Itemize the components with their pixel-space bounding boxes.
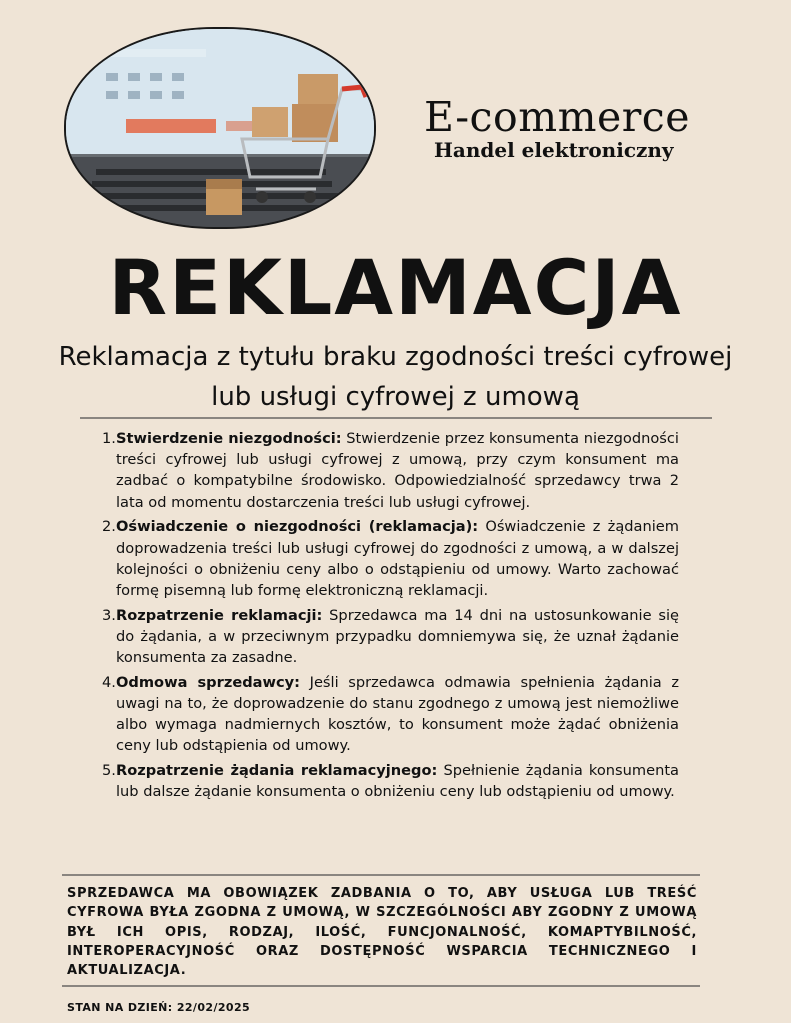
procedure-steps-list <box>102 428 680 806</box>
seller-obligation-notice: SPRZEDAWCA MA OBOWIĄZEK ZADBANIA O TO, ABY USŁUGA LUB TREŚĆ CYFROWA BYŁA ZGODNA Z UMOWĄ, W SZCZEGÓLNOŚCI ABY ZGODNY Z UMOWĄ BYŁ ICH OPIS, RODZAJ, ILOŚĆ, FUNCJONALNOŚĆ, KOMAPTYBILNOŚĆ, INTEROPERACYJNOŚĆ ORAZ DOSTĘPNOŚĆ WSPARCIA TECHNICZNEGO I AKTUALIZACJA. <box>67 886 697 979</box>
divider-middle <box>62 874 700 876</box>
step-lead: Rozpatrzenie reklamacji: <box>116 606 323 624</box>
step-lead: Rozpatrzenie żądania reklamacyjnego: <box>116 762 438 780</box>
step-text: Oświadczenie z żądaniem doprowadzenia treści lub usługi cyfrowej do zgodności z umową, a w dalszej kolejności o obniżeniu ceny albo o odstąpieniu od umowy. Warto zachować formę pisemną lub formę elektroniczną reklamacji. <box>116 518 679 599</box>
step-lead: Stwierdzenie niezgodności: <box>116 430 342 447</box>
step-number: 3. <box>102 606 116 624</box>
divider-top <box>80 417 712 419</box>
step-number: 1. <box>102 430 116 447</box>
step-number: 2. <box>102 518 116 536</box>
step-item <box>102 428 679 513</box>
step-number: 4. <box>102 673 116 691</box>
step-text: Jeśli sprzedawca odmawia spełnienia żądania z uwagi na to, że doprowadzenie do stanu zgodnego z umową jest niemożliwe albo wymaga nadmiernych kosztów, to konsument może żądać obniżenia ceny lub odstąpienia od umowy. <box>116 673 679 755</box>
step-item <box>102 516 679 601</box>
status-date: STAN NA DZIEŃ: 22/02/2025 <box>67 1001 251 1014</box>
step-lead: Oświadczenie o niezgodności (reklamacja): <box>116 518 479 536</box>
step-item <box>102 672 679 757</box>
page-title: REKLAMACJA <box>108 243 683 332</box>
brand-subtitle: Handel elektroniczny <box>434 138 674 162</box>
subtitle-line-2: lub usługi cyfrowej z umową <box>211 382 580 412</box>
step-text: Spełnienie żądania konsumenta lub dalsze żądanie konsumenta o obniżeniu ceny lub odstąpieniu od umowy. <box>116 762 679 801</box>
subtitle-line-1: Reklamacja z tytułu braku zgodności treści cyfrowej <box>58 342 733 372</box>
step-item <box>102 760 679 802</box>
step-text: Sprzedawca ma 14 dni na ustosunkowanie się do żądania, a w przeciwnym przypadku domniemywa się, że uznał żądanie konsumenta za zasadne. <box>116 606 680 667</box>
brand-title: E-commerce <box>424 93 691 141</box>
shopping-cart-with-boxes-on-laptop-icon <box>66 29 374 227</box>
step-number: 5. <box>102 762 116 780</box>
step-item <box>102 605 680 669</box>
step-lead: Odmowa sprzedawcy: <box>116 673 300 691</box>
hero-image <box>64 27 376 229</box>
page-subtitle <box>20 337 771 417</box>
step-text: Stwierdzenie przez konsumenta niezgodności treści cyfrowej lub usługi cyfrowej z umową, przy czym konsument ma zadbać o kompatybilne środowisko. Odpowiedzialność sprzedawcy trwa 2 lata od momentu dostarczenia treści lub usługi cyfrowej. <box>116 430 679 511</box>
divider-bottom <box>62 985 700 987</box>
